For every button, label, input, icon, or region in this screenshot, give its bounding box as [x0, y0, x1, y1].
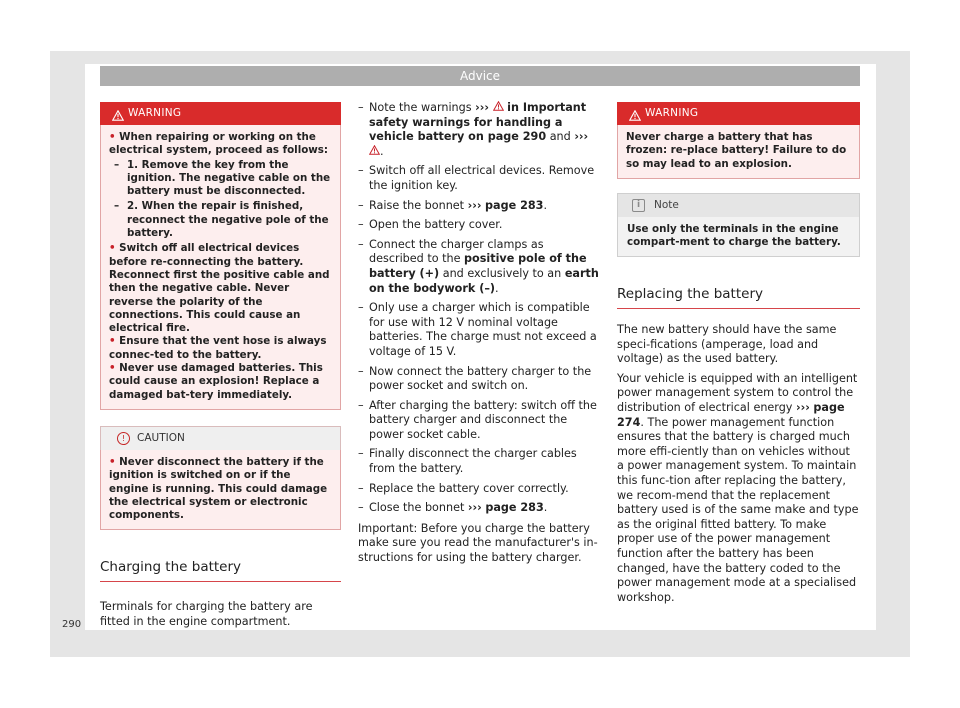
note-label: Note	[654, 198, 679, 211]
note-header	[617, 193, 860, 217]
caution-header	[100, 426, 341, 450]
page-header: Advice	[100, 66, 860, 86]
arrow-link-icon[interactable]: ›››	[574, 130, 589, 144]
caution-circle-icon: !	[117, 432, 130, 445]
step-item: – Replace the battery cover correctly.	[358, 481, 569, 495]
warning-text: When repairing or working on the electrical system, proceed as follows:	[109, 131, 329, 157]
bullet-icon: •	[109, 242, 120, 255]
warning-text: Never use damaged batteries. This could cause an explosion! Replace a damaged bat-tery immediately.	[109, 362, 323, 401]
info-icon: i	[632, 199, 645, 212]
step-item: – Note the warnings ››› in Important safety warnings for handling a vehicle battery on page 290 and ››› .	[358, 101, 589, 158]
warning-triangle-icon	[112, 107, 124, 130]
bullet-icon: •	[109, 335, 120, 348]
step-item: – Switch off all electrical devices. Remove the ignition key.	[358, 164, 595, 192]
important-note: Important: Before you charge the battery make sure you read the manufacturer's in-structions for using the battery charger.	[358, 521, 598, 565]
warning-text: Switch off all electrical devices before re-connecting the battery. Reconnect first the positive cable and then the negative cable. Never reverse the polarity of the connections. This could cause an electrical fire.	[109, 242, 330, 335]
warning-sub-item: – 2. When the repair is finished, reconnect the negative pole of the battery.	[114, 200, 329, 240]
caution-body	[100, 450, 341, 530]
section-title-charging: Charging the battery	[100, 560, 341, 582]
step-item: – After charging the battery: switch off the battery charger and disconnect the power socket cable.	[358, 398, 597, 441]
bullet-icon: •	[109, 455, 120, 468]
cross-reference[interactable]: in Important safety warnings for handling a vehicle battery on page 290	[369, 101, 587, 144]
step-item: – Finally disconnect the charger cables from the battery.	[358, 447, 577, 476]
caution-bullet	[109, 456, 332, 522]
paragraph: Your vehicle is equipped with an intelligent power management system to control the distribution of electrical energy ››› page 274. The power management function ensures that the battery is charged much more effi-ciently than on vehicles without a power management system. To maintain this func-tion after replacing the battery, we recom-mend that the replacement battery used is of the same make and type as the original fitted battery. To make proper use of the power management function after the battery has been changed, have the battery coded to the power management mode at a specialised workshop.	[617, 371, 859, 604]
note-text: Use only the terminals in the engine compart-ment to charge the battery.	[627, 222, 841, 249]
warning-bullet	[109, 335, 332, 362]
arrow-link-icon[interactable]: ›››	[467, 198, 482, 212]
warning-text: Ensure that the vent hose is always connec-ted to the battery.	[109, 335, 327, 361]
warning-text: Never charge a battery that has frozen: re-place battery! Failure to do so may lead to an explosion.	[626, 131, 847, 170]
step-item: – Only use a charger which is compatible for use with 12 V nominal voltage batteries. The charge must not exceed a voltage of 15 V.	[358, 301, 597, 358]
warning-box	[100, 102, 341, 410]
section-title-replacing: Replacing the battery	[617, 287, 860, 309]
bullet-icon: •	[109, 362, 120, 375]
warning-bullet	[109, 131, 332, 158]
warning-sub-item: – 1. Remove the key from the ignition. The negative cable on the battery must be disconnected.	[114, 158, 331, 198]
note-box	[617, 193, 860, 258]
page-reference[interactable]: page 283	[485, 501, 544, 515]
warning-triangle-icon	[369, 145, 380, 158]
step-item: – Connect the charger clamps as described to the positive pole of the battery (+) and exclusively to an earth on the bodywork (–).	[358, 237, 599, 295]
warning-header	[100, 102, 341, 125]
warning-triangle-icon	[629, 107, 641, 130]
section-text-charging: Terminals for charging the battery are fitted in the engine compartment.	[100, 600, 313, 628]
page-reference[interactable]: page 274	[617, 401, 845, 429]
step-item: – Raise the bonnet ››› page 283.	[358, 198, 548, 212]
warning-text: 2. When the repair is finished, reconnect the negative pole of the battery.	[127, 200, 329, 240]
arrow-link-icon[interactable]: ›››	[467, 501, 482, 515]
right-column	[617, 102, 860, 605]
warning-label: WARNING	[645, 107, 699, 119]
warning-bullet	[109, 362, 332, 402]
step-item: – Open the battery cover.	[358, 218, 503, 232]
middle-column	[358, 101, 601, 566]
step-item: – Close the bonnet ››› page 283.	[358, 501, 548, 515]
caution-box	[100, 426, 341, 530]
step-item: – Now connect the battery charger to the power socket and switch on.	[358, 364, 592, 393]
warning-box	[617, 102, 860, 179]
caution-text: Never disconnect the battery if the ignition is switched on or if the engine is running. This could damage the electrical system or electronic components.	[109, 455, 328, 522]
warning-body	[100, 125, 341, 410]
warning-triangle-icon	[493, 101, 504, 114]
paragraph: The new battery should have the same speci-fications (amperage, load and voltage) as the used battery.	[617, 323, 837, 366]
bullet-icon: •	[109, 131, 120, 143]
page-reference[interactable]: page 283	[485, 198, 544, 212]
arrow-link-icon[interactable]: ›››	[475, 101, 489, 114]
page-number: 290	[62, 619, 82, 630]
caution-label: CAUTION	[137, 431, 185, 444]
warning-header	[617, 102, 860, 125]
warning-text: 1. Remove the key from the ignition. The negative cable on the battery must be disconnected.	[127, 158, 331, 198]
warning-bullet	[109, 242, 332, 335]
arrow-link-icon[interactable]: ›››	[795, 401, 810, 415]
left-column	[100, 102, 341, 629]
warning-label: WARNING	[128, 107, 182, 119]
note-body	[617, 217, 860, 258]
warning-body	[617, 125, 860, 179]
